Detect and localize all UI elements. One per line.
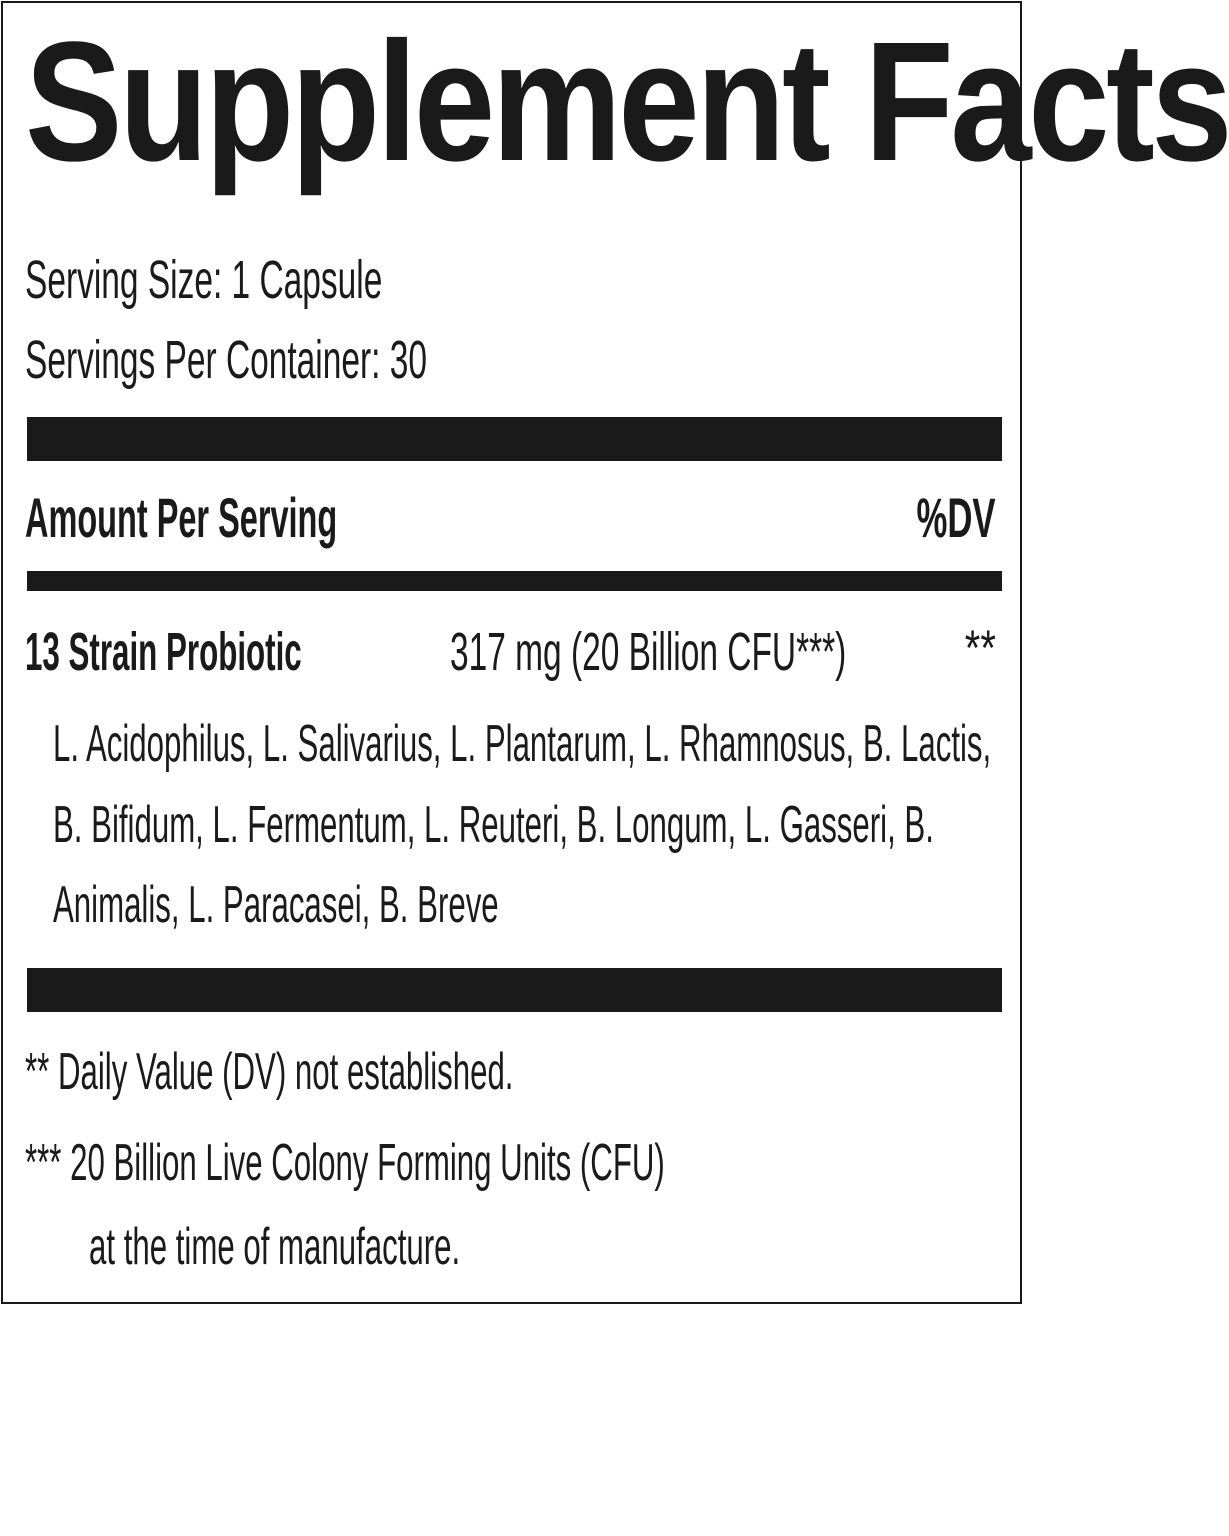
footnote-dv: ** Daily Value (DV) not established.	[25, 1043, 514, 1101]
strain-list-line: L. Acidophilus, L. Salivarius, L. Plantarum, L. Rhamnosus, B. Lactis,	[53, 715, 992, 773]
panel-title: Supplement Facts	[25, 7, 1229, 197]
dv-header: %DV	[916, 486, 996, 549]
serving-size: Serving Size: 1 Capsule	[25, 250, 383, 310]
servings-per-container: Servings Per Container: 30	[25, 330, 427, 390]
strain-list-line: Animalis, L. Paracasei, B. Breve	[53, 876, 499, 934]
thick-divider-bottom	[27, 968, 1002, 1012]
ingredient-name: 13 Strain Probiotic	[25, 622, 302, 682]
footnote-cfu-continued: at the time of manufacture.	[89, 1218, 461, 1276]
footnote-cfu: *** 20 Billion Live Colony Forming Units (CFU)	[25, 1134, 665, 1192]
medium-divider	[27, 571, 1002, 591]
supplement-facts-panel	[1, 1, 1229, 1304]
ingredient-amount: 317 mg (20 Billion CFU***)	[450, 622, 847, 682]
ingredient-dv: **	[964, 620, 996, 676]
amount-per-serving-header: Amount Per Serving	[25, 486, 338, 549]
strain-list-line: B. Bifidum, L. Fermentum, L. Reuteri, B. Longum, L. Gasseri, B.	[53, 796, 934, 854]
thick-divider-top	[27, 417, 1002, 461]
